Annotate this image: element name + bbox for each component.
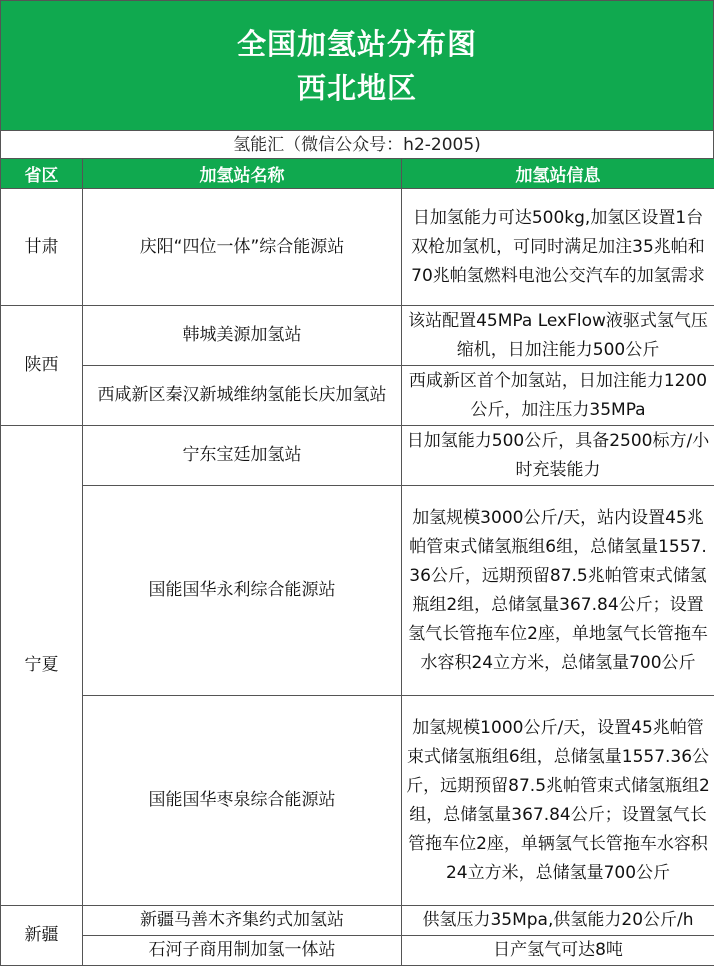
page-title: 全国加氢站分布图 [236, 26, 477, 61]
table-row [1, 306, 714, 366]
station-name-cell: 西咸新区秦汉新城维纳氢能长庆加氢站 [83, 366, 402, 426]
station-info-cell: 日加氢能力可达500kg,加氢区设置1台双枪加氢机，可同时满足加注35兆帕和70兆帕氢燃料电池公交汽车的加氢需求 [402, 189, 714, 306]
station-info-cell: 供氢压力35Mpa,供氢能力20公斤/h [402, 906, 714, 936]
station-name-cell: 新疆马善木齐集约式加氢站 [83, 906, 402, 936]
station-info-cell: 日加氢能力500公斤，具备2500标方/小时充装能力 [402, 426, 714, 486]
station-name-cell: 庆阳“四位一体”综合能源站 [83, 189, 402, 306]
table-row [1, 426, 714, 486]
table-row [1, 936, 714, 966]
station-table [0, 158, 714, 966]
station-name-cell: 国能国华永利综合能源站 [83, 486, 402, 696]
province-cell: 甘肃 [1, 189, 83, 306]
station-info-cell: 加氢规模1000公斤/天，设置45兆帕管束式储氢瓶组6组，总储氢量1557.36公斤，远期预留87.5兆帕管束式储氢瓶组2组，总储氢量367.84公斤；设置氢气长管拖车位2座，单辆氢气长管拖车水容积24立方米，总储氢量700公斤 [402, 696, 714, 906]
station-info-cell: 西咸新区首个加氢站，日加注能力1200公斤，加注压力35MPa [402, 366, 714, 426]
page-subtitle: 西北地区 [296, 70, 417, 105]
column-header-station-name: 加氢站名称 [83, 159, 402, 189]
source-line: 氢能汇（微信公众号：h2-2005) [0, 130, 714, 158]
title-banner [0, 0, 714, 130]
province-cell: 陕西 [1, 306, 83, 426]
table-row [1, 906, 714, 936]
station-info-cell: 日产氢气可达8吨 [402, 936, 714, 966]
station-name-cell: 石河子商用制加氢一体站 [83, 936, 402, 966]
station-name-cell: 韩城美源加氢站 [83, 306, 402, 366]
column-header-station-info: 加氢站信息 [402, 159, 714, 189]
station-info-cell: 该站配置45MPa LexFlow液驱式氢气压缩机，日加注能力500公斤 [402, 306, 714, 366]
station-name-cell: 宁东宝廷加氢站 [83, 426, 402, 486]
column-header-province: 省区 [1, 159, 83, 189]
station-name-cell: 国能国华枣泉综合能源站 [83, 696, 402, 906]
province-cell: 新疆 [1, 906, 83, 966]
table-row [1, 366, 714, 426]
table-row [1, 486, 714, 696]
station-info-cell: 加氢规模3000公斤/天，站内设置45兆帕管束式储氢瓶组6组，总储氢量1557.36公斤，远期预留87.5兆帕管束式储氢瓶组2组，总储氢量367.84公斤；设置氢气长管拖车位2座，单地氢气长管拖车水容积24立方米，总储氢量700公斤 [402, 486, 714, 696]
table-row [1, 696, 714, 906]
province-cell: 宁夏 [1, 426, 83, 906]
table-header-row [1, 159, 714, 189]
table-row [1, 189, 714, 306]
